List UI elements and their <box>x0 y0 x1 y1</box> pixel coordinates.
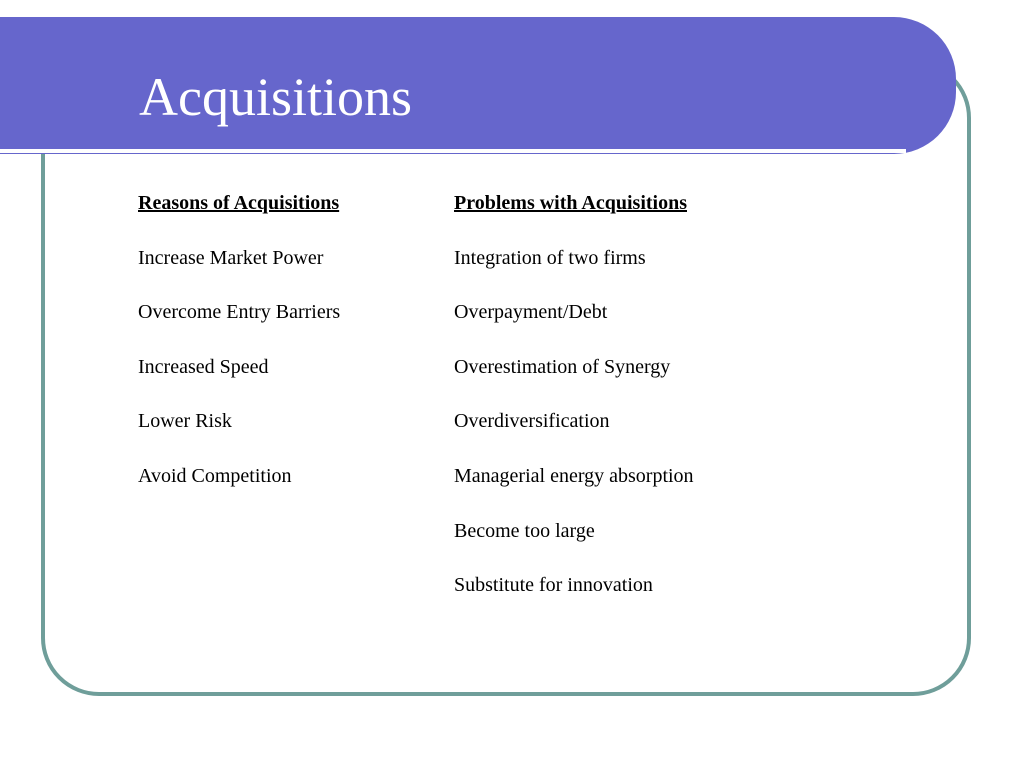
list-item: Overcome Entry Barriers <box>138 301 341 324</box>
list-item: Avoid Competition <box>138 464 292 487</box>
title-underline-rule <box>0 149 906 153</box>
list-item: Overpayment/Debt <box>454 301 608 324</box>
reasons-heading: Reasons of Acquisitions <box>138 192 340 214</box>
list-item: Substitute for innovation <box>454 574 653 597</box>
reasons-column <box>138 190 438 518</box>
problems-column <box>454 190 874 627</box>
list-item: Overestimation of Synergy <box>454 355 671 378</box>
problems-heading: Problems with Acquisitions <box>454 192 687 214</box>
list-item: Become too large <box>454 519 595 542</box>
list-item: Lower Risk <box>138 410 232 433</box>
list-item: Managerial energy absorption <box>454 464 694 487</box>
list-item: Increase Market Power <box>138 246 324 269</box>
slide-title: Acquisitions <box>139 67 413 127</box>
list-item: Increased Speed <box>138 355 269 378</box>
list-item: Overdiversification <box>454 410 610 433</box>
list-item: Integration of two firms <box>454 246 646 269</box>
